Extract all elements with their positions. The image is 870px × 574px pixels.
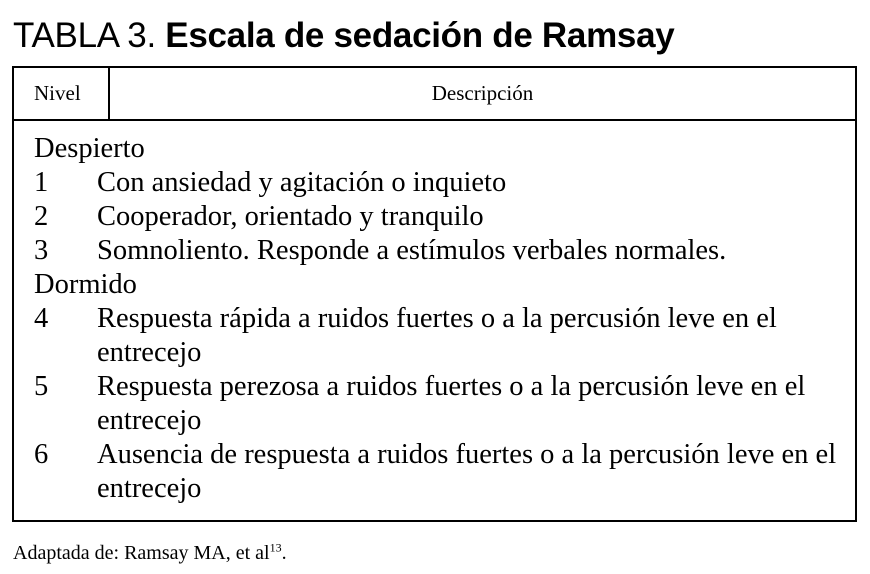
table-row [34, 370, 849, 438]
level-description: Respuesta perezosa a ruidos fuertes o a la percusión leve en el entrecejo [97, 371, 806, 436]
level-description: Somnoliento. Responde a estímulos verbales normales. [97, 235, 727, 266]
table-title-text: Escala de sedación de Ramsay [165, 16, 675, 55]
group-despierto [34, 132, 849, 268]
source-citation [13, 540, 287, 566]
table-body [34, 132, 849, 506]
level-number: 1 [34, 167, 49, 198]
sedation-scale-table [12, 66, 857, 522]
table-row [34, 234, 849, 268]
table-title [13, 14, 674, 58]
column-header-descripcion: Descripción [431, 81, 534, 105]
level-number: 3 [34, 235, 49, 266]
level-number: 5 [34, 371, 49, 402]
group-label: Despierto [34, 133, 145, 164]
table-row [34, 302, 849, 370]
group-dormido [34, 268, 849, 506]
source-suffix: . [281, 542, 287, 564]
level-description: Cooperador, orientado y tranquilo [97, 201, 484, 232]
table-number-label: TABLA 3. [13, 16, 166, 55]
level-number: 6 [34, 439, 49, 470]
table-row [34, 166, 849, 200]
table-row [34, 438, 849, 506]
source-text: Adaptada de: Ramsay MA, et al [13, 542, 270, 564]
level-description: Ausencia de respuesta a ruidos fuertes o a la percusión leve en el entrecejo [97, 439, 837, 504]
reference-superscript: 13 [269, 540, 282, 555]
level-description: Respuesta rápida a ruidos fuertes o a la percusión leve en el entrecejo [97, 303, 777, 368]
group-label: Dormido [34, 269, 137, 300]
table-row [34, 200, 849, 234]
column-header-nivel: Nivel [34, 81, 81, 105]
level-number: 2 [34, 201, 49, 232]
table-header-row [14, 68, 855, 121]
level-number: 4 [34, 303, 49, 334]
level-description: Con ansiedad y agitación o inquieto [97, 167, 507, 198]
